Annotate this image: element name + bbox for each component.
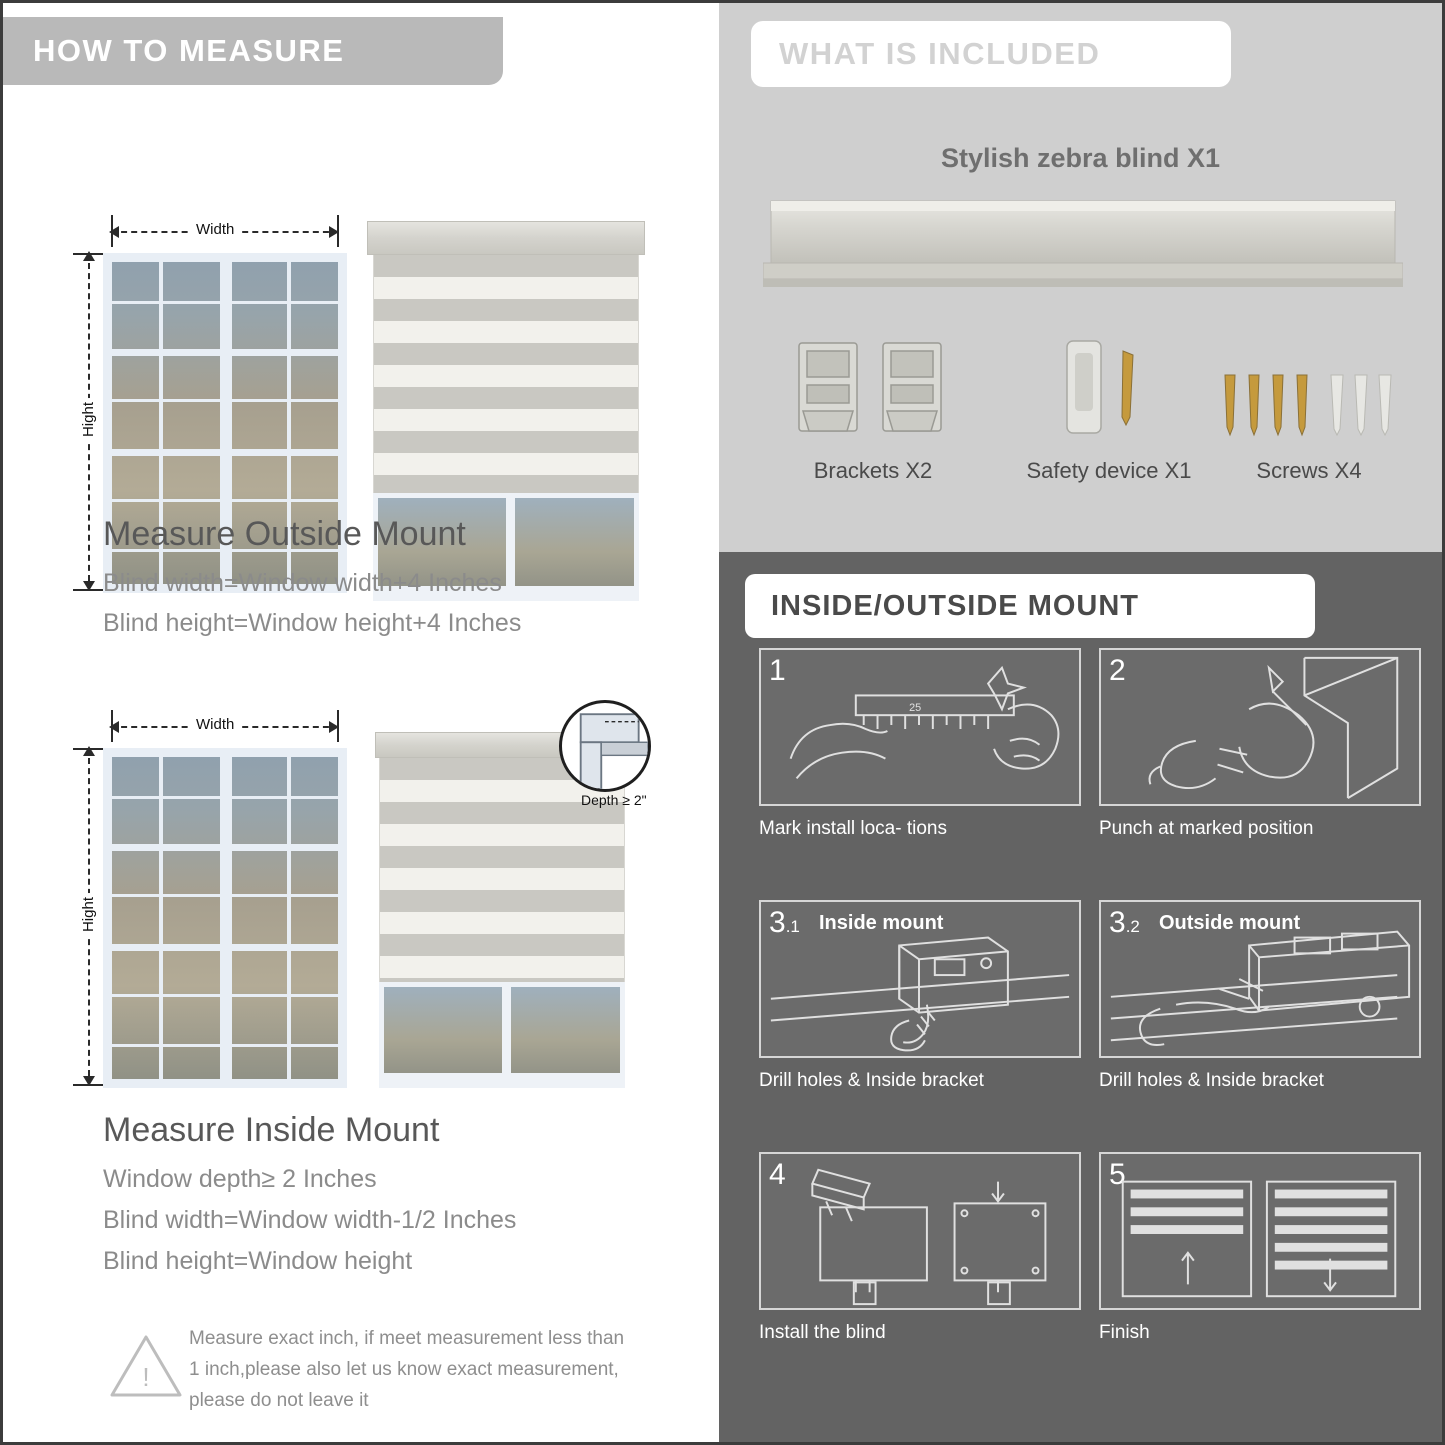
inside-width-label: Width <box>191 716 239 733</box>
step-label-outside-mount: Outside mount <box>1159 912 1301 934</box>
product-blind-svg <box>763 193 1403 303</box>
part-brackets-image <box>793 333 953 443</box>
depth-detail-sketch <box>562 703 648 789</box>
step-number-3-2: 3.2 <box>1109 906 1140 939</box>
part-label-brackets: Brackets X2 <box>813 458 933 483</box>
window-below-sill-inside <box>384 1073 620 1083</box>
step-number-1: 1 <box>769 654 786 687</box>
step-card-3-1 <box>759 900 1081 1058</box>
step-3-2-sketch <box>1101 902 1419 1058</box>
inside-mount-line-3: Blind height=Window height <box>103 1247 413 1275</box>
step-4-sketch <box>761 1154 1079 1310</box>
inside-outside-mount-panel <box>719 552 1442 1442</box>
step-caption-4: Install the blind <box>759 1322 886 1343</box>
outside-width-tick-right <box>337 215 339 247</box>
product-blind-image <box>763 193 1403 303</box>
outside-height-tick-bottom <box>73 589 105 591</box>
svg-text:!: ! <box>142 1362 150 1392</box>
how-to-measure-panel <box>3 3 715 1442</box>
section-header-how-to-measure: HOW TO MEASURE <box>3 17 503 85</box>
step-card-4 <box>759 1152 1081 1310</box>
outside-mount-diagram <box>3 103 715 503</box>
outside-mount-heading: Measure Outside Mount <box>103 515 466 553</box>
window-grid-inside <box>103 748 347 1088</box>
inside-mount-line-1: Window depth≥ 2 Inches <box>103 1165 377 1193</box>
step-2-sketch <box>1101 650 1419 806</box>
step-number-5: 5 <box>1109 1158 1126 1191</box>
measure-note <box>103 1323 663 1433</box>
brackets-svg <box>793 333 953 443</box>
section-header-what-is-included: WHAT IS INCLUDED <box>751 21 1231 87</box>
inside-mount-line-2: Blind width=Window width-1/2 Inches <box>103 1206 517 1234</box>
screws-svg <box>1209 333 1399 443</box>
part-screws-image <box>1209 333 1399 443</box>
step-card-3-2 <box>1099 900 1421 1058</box>
outside-height-label: Hight <box>79 398 98 441</box>
blind-headrail-outside <box>367 221 645 255</box>
step-5-sketch <box>1101 1154 1419 1310</box>
measure-note-text: Measure exact inch, if meet measurement less than 1 inch,please also let us know exact measurement, please do not leave it <box>189 1328 625 1411</box>
step-card-5 <box>1099 1152 1421 1310</box>
inside-height-tick-top <box>73 748 105 750</box>
outside-height-tick-top <box>73 253 105 255</box>
step-number-3-1: 3.1 <box>769 906 800 939</box>
inside-height-label: Hight <box>79 893 98 936</box>
step-caption-5: Finish <box>1099 1322 1150 1343</box>
step-number-2: 2 <box>1109 654 1126 687</box>
zebra-fabric-outside <box>373 255 639 493</box>
outside-mount-line-2: Blind height=Window height+4 Inches <box>103 609 522 637</box>
step-card-2 <box>1099 648 1421 806</box>
window-depth-detail-circle <box>559 700 651 792</box>
warning-icon <box>109 1333 183 1399</box>
part-safety-device-image <box>1049 333 1169 443</box>
what-is-included-panel <box>719 3 1442 552</box>
step-1-sketch <box>761 650 1079 806</box>
window-below-mullion-inside <box>502 987 511 1083</box>
inside-mount-heading: Measure Inside Mount <box>103 1111 440 1149</box>
step-3-1-sketch <box>761 902 1079 1058</box>
part-label-screws: Screws X4 <box>1256 458 1362 483</box>
inside-width-tick-right <box>337 710 339 742</box>
outside-width-label: Width <box>191 221 239 238</box>
safety-device-svg <box>1049 333 1169 443</box>
inside-mount-diagram <box>3 700 715 1100</box>
svg-text:25: 25 <box>909 702 922 715</box>
window-below-blind-inside <box>379 982 625 1088</box>
section-header-inside-outside-mount: INSIDE/OUTSIDE MOUNT <box>745 574 1315 638</box>
window-photo-inside <box>103 748 347 1088</box>
window-below-mullion-outside <box>506 498 515 596</box>
outside-mount-line-1: Blind width=Window width+4 Inches <box>103 569 502 597</box>
inside-height-tick-bottom <box>73 1084 105 1086</box>
step-caption-3-2: Drill holes & Inside bracket <box>1099 1070 1324 1091</box>
part-label-safety-device: Safety device X1 <box>1026 458 1192 483</box>
step-card-1 <box>759 648 1081 806</box>
outside-width-tick-left <box>111 215 113 247</box>
step-caption-3-1: Drill holes & Inside bracket <box>759 1070 984 1091</box>
step-caption-2: Punch at marked position <box>1099 818 1314 839</box>
step-caption-1: Mark install loca- tions <box>759 818 947 839</box>
step-number-4: 4 <box>769 1158 786 1191</box>
product-title: Stylish zebra blind X1 <box>941 143 1221 173</box>
step-label-inside-mount: Inside mount <box>819 912 944 934</box>
inside-width-tick-left <box>111 710 113 742</box>
window-depth-label: Depth ≥ 2" <box>581 792 647 808</box>
